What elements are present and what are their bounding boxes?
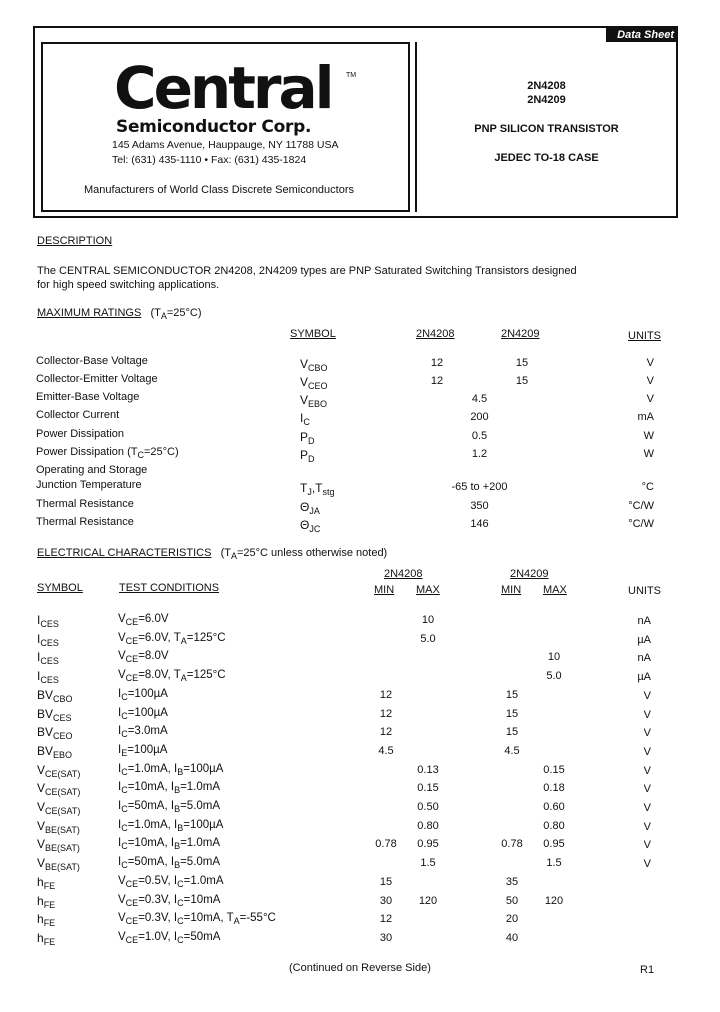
ec-max-2n4209: 5.0 [546, 670, 562, 682]
ec-col-max-b: MAX [543, 584, 567, 596]
ec-test-condition: $V_{CE}=8.0V$, $T_A=125^\circ C$ [118, 669, 226, 683]
ec-max-2n4209: 1.5 [546, 857, 562, 869]
company-phone-fax: Tel: (631) 435-1110 • Fax: (631) 435-1824 [112, 154, 307, 166]
elec-heading: ELECTRICAL CHARACTERISTICS [37, 547, 212, 559]
ec-symbol: $I_{CES}$ [37, 632, 59, 648]
ec-max-2n4208: 0.50 [417, 801, 439, 813]
ec-symbol: $V_{CE(SAT)}$ [37, 763, 81, 779]
ec-test-condition: $V_{CE}=6.0V$ [118, 613, 169, 627]
mr-param-label: Emitter-Base Voltage [36, 391, 140, 403]
ec-col-min-a: MIN [374, 584, 395, 596]
ec-test-condition: $V_{CE}=0.3V$, $I_C=10mA$ [118, 894, 221, 908]
ec-min-2n4209: 35 [505, 876, 519, 888]
description-heading: DESCRIPTION [37, 235, 113, 247]
ec-max-2n4208: 0.15 [417, 782, 439, 794]
mr-param-label: Power Dissipation $(T_C=25^\circ C)$ [36, 446, 179, 460]
mr-unit: °C/W [628, 500, 654, 512]
max-ratings-heading: MAXIMUM RATINGS [37, 307, 142, 319]
ec-unit: V [643, 727, 651, 739]
ec-unit: nA [637, 615, 651, 627]
ec-symbol: $I_{CES}$ [37, 613, 59, 629]
mr-param-label: Collector Current [36, 409, 120, 421]
ec-max-2n4209: 0.15 [543, 764, 565, 776]
ec-symbol: $BV_{CEO}$ [37, 725, 73, 741]
ec-test-condition: $I_C=1.0mA$, $I_B=100\mu A$ [118, 819, 224, 833]
mr-param-label: Junction Temperature [36, 479, 142, 491]
ec-test-condition: $I_C=1.0mA$, $I_B=100\mu A$ [118, 763, 224, 777]
continued-note: (Continued on Reverse Side) [289, 962, 431, 974]
mr-unit: V [646, 393, 654, 405]
mr-param-label: Thermal Resistance [36, 516, 134, 528]
ec-symbol: $h_{FE}$ [37, 894, 56, 910]
ec-test-condition: $I_C=50mA$, $I_B=5.0mA$ [118, 800, 221, 814]
mr-unit: V [646, 375, 654, 387]
ec-unit: µA [637, 671, 651, 683]
ec-test-condition: $V_{CE}=0.5V$, $I_C=1.0mA$ [118, 875, 224, 889]
ec-min-2n4208: 0.78 [375, 838, 397, 850]
ec-min-2n4209: 15 [505, 708, 519, 720]
ec-unit: µA [637, 634, 651, 646]
mr-col-2n4209: 2N4209 [501, 328, 540, 340]
ec-unit: V [643, 746, 651, 758]
ec-symbol: $h_{FE}$ [37, 912, 56, 928]
ec-unit: V [643, 858, 651, 870]
mr-param-label: Thermal Resistance [36, 498, 134, 510]
ec-min-2n4208: 4.5 [378, 745, 394, 757]
mr-unit: W [643, 448, 654, 460]
ec-max-2n4209: 10 [547, 651, 561, 663]
case-type: JEDEC TO-18 CASE [494, 152, 599, 164]
data-sheet-tag: Data Sheet [606, 28, 678, 42]
ec-unit: V [643, 821, 651, 833]
ec-max-2n4208: 120 [418, 895, 438, 907]
ec-symbol: $BV_{CBO}$ [37, 688, 73, 704]
ec-unit: V [643, 690, 651, 702]
part-number-2: 2N4209 [527, 94, 566, 106]
mr-param-label: Collector-Base Voltage [36, 355, 148, 367]
ec-min-2n4208: 12 [379, 913, 393, 925]
ec-min-2n4208: 30 [379, 895, 393, 907]
ec-min-2n4208: 12 [379, 726, 393, 738]
mr-symbol: $V_{CEO}$ [300, 375, 328, 391]
part-number-1: 2N4208 [527, 80, 566, 92]
ec-test-condition: $I_C=50mA$, $I_B=5.0mA$ [118, 856, 221, 870]
mr-unit: °C/W [628, 518, 654, 530]
mr-unit: W [643, 430, 654, 442]
mr-symbol: $T_J,T_{stg}$ [300, 481, 335, 497]
ec-unit: V [643, 783, 651, 795]
ec-unit: V [643, 765, 651, 777]
ec-max-2n4208: 0.13 [417, 764, 439, 776]
ec-test-condition: $I_C=3.0mA$ [118, 725, 168, 739]
ec-max-2n4209: 120 [544, 895, 564, 907]
mr-col-symbol: SYMBOL [290, 328, 336, 340]
ec-symbol: $h_{FE}$ [37, 875, 56, 891]
mr-value-both: 1.2 [471, 448, 488, 460]
ec-test-condition: $I_C=100\mu A$ [118, 688, 168, 702]
mr-value-both: 4.5 [471, 393, 488, 405]
mr-col-2n4208: 2N4208 [416, 328, 455, 340]
ec-max-2n4208: 0.95 [417, 838, 439, 850]
ec-test-condition: $V_{CE}=0.3V$, $I_C=10mA$, $T_A=-55^\circ C$ [118, 912, 276, 926]
mr-value-2n4208: 12 [430, 357, 444, 369]
max-ratings-condition: $(T_A=25^\circ C)$ [150, 307, 202, 321]
elec-title [37, 547, 387, 559]
mr-param-label: Power Dissipation [36, 428, 125, 440]
ec-col-max-a: MAX [416, 584, 440, 596]
mr-symbol: $\Theta_{JC}$ [300, 518, 321, 534]
device-type: PNP SILICON TRANSISTOR [474, 123, 619, 135]
ec-unit: V [643, 839, 651, 851]
mr-symbol: $V_{CBO}$ [300, 357, 328, 373]
ec-max-2n4209: 0.95 [543, 838, 565, 850]
ec-unit: V [643, 709, 651, 721]
ec-unit: V [643, 802, 651, 814]
mr-value-both: 146 [470, 518, 489, 530]
mr-symbol: $\Theta_{JA}$ [300, 500, 320, 516]
ec-max-2n4208: 10 [421, 614, 435, 626]
ec-max-2n4208: 5.0 [420, 633, 436, 645]
ec-max-2n4208: 0.80 [417, 820, 439, 832]
ec-col-test-conditions: TEST CONDITIONS [119, 582, 220, 594]
ec-max-2n4209: 0.80 [543, 820, 565, 832]
ec-symbol: $I_{CES}$ [37, 669, 59, 685]
ec-min-2n4208: 15 [379, 876, 393, 888]
elec-condition: ($T_A=25^\circ C$ unless otherwise noted) [220, 547, 388, 561]
ec-symbol: $V_{CE(SAT)}$ [37, 781, 81, 797]
ec-min-2n4208: 12 [379, 708, 393, 720]
ec-test-condition: $V_{CE}=6.0V$, $T_A=125^\circ C$ [118, 632, 226, 646]
mr-value-2n4209: 15 [515, 357, 529, 369]
ec-test-condition: $I_C=10mA$, $I_B=1.0mA$ [118, 837, 221, 851]
ec-max-2n4208: 1.5 [420, 857, 436, 869]
company-logo: Central [114, 54, 332, 122]
ec-min-2n4209: 15 [505, 689, 519, 701]
ec-symbol: $V_{CE(SAT)}$ [37, 800, 81, 816]
ec-part-2n4208: 2N4208 [384, 568, 423, 580]
ec-col-units: UNITS [628, 585, 661, 597]
mr-param-prefix: Operating and Storage [36, 464, 148, 476]
ec-symbol: $h_{FE}$ [37, 931, 56, 947]
company-address: 145 Adams Avenue, Hauppauge, NY 11788 USA [112, 139, 339, 151]
ec-col-min-b: MIN [501, 584, 522, 596]
ec-test-condition: $I_C=100\mu A$ [118, 707, 168, 721]
ec-min-2n4209: 4.5 [504, 745, 520, 757]
ec-symbol: $BV_{EBO}$ [37, 744, 73, 760]
ec-min-2n4209: 20 [505, 913, 519, 925]
mr-value-both: -65 to +200 [451, 481, 508, 493]
ec-unit: nA [637, 652, 651, 664]
trademark-mark: TM [346, 72, 357, 79]
ec-symbol: $V_{BE(SAT)}$ [37, 819, 80, 835]
max-ratings-title [37, 307, 202, 319]
company-tagline: Manufacturers of World Class Discrete Semiconductors [84, 184, 355, 196]
ec-part-2n4209: 2N4209 [510, 568, 549, 580]
mr-symbol: $P_D$ [300, 448, 315, 464]
ec-min-2n4209: 40 [505, 932, 519, 944]
mr-value-both: 200 [470, 411, 489, 423]
ec-symbol: $V_{BE(SAT)}$ [37, 856, 80, 872]
mr-unit: °C [641, 481, 654, 493]
ec-symbol: $I_{CES}$ [37, 650, 59, 666]
mr-value-both: 350 [470, 500, 489, 512]
ec-max-2n4209: 0.60 [543, 801, 565, 813]
ec-test-condition: $I_E=100\mu A$ [118, 744, 168, 758]
description-line-2: for high speed switching applications. [37, 279, 220, 291]
mr-value-both: 0.5 [471, 430, 488, 442]
mr-symbol: $P_D$ [300, 430, 315, 446]
ec-min-2n4209: 15 [505, 726, 519, 738]
mr-symbol: $I_C$ [300, 411, 310, 427]
ec-symbol: $V_{BE(SAT)}$ [37, 837, 80, 853]
company-logo-subtitle: Semiconductor Corp. [116, 117, 312, 137]
ec-col-symbol: SYMBOL [37, 582, 83, 594]
ec-max-2n4209: 0.18 [543, 782, 565, 794]
ec-min-2n4209: 0.78 [501, 838, 523, 850]
ec-symbol: $BV_{CES}$ [37, 707, 72, 723]
mr-value-2n4209: 15 [515, 375, 529, 387]
ec-test-condition: $V_{CE}=8.0V$ [118, 650, 169, 664]
ec-test-condition: $I_C=10mA$, $I_B=1.0mA$ [118, 781, 221, 795]
mr-unit: mA [637, 411, 654, 423]
mr-param-label: Collector-Emitter Voltage [36, 373, 158, 385]
revision-label: R1 [640, 964, 655, 976]
mr-col-units: UNITS [628, 330, 661, 342]
mr-value-2n4208: 12 [430, 375, 444, 387]
ec-test-condition: $V_{CE}=1.0V$, $I_C=50mA$ [118, 931, 221, 945]
mr-unit: V [646, 357, 654, 369]
ec-min-2n4209: 50 [505, 895, 519, 907]
ec-min-2n4208: 30 [379, 932, 393, 944]
ec-min-2n4208: 12 [379, 689, 393, 701]
description-line-1: The CENTRAL SEMICONDUCTOR 2N4208, 2N4209 types are PNP Saturated Switching Transistors designed [37, 265, 577, 277]
mr-symbol: $V_{EBO}$ [300, 393, 328, 409]
